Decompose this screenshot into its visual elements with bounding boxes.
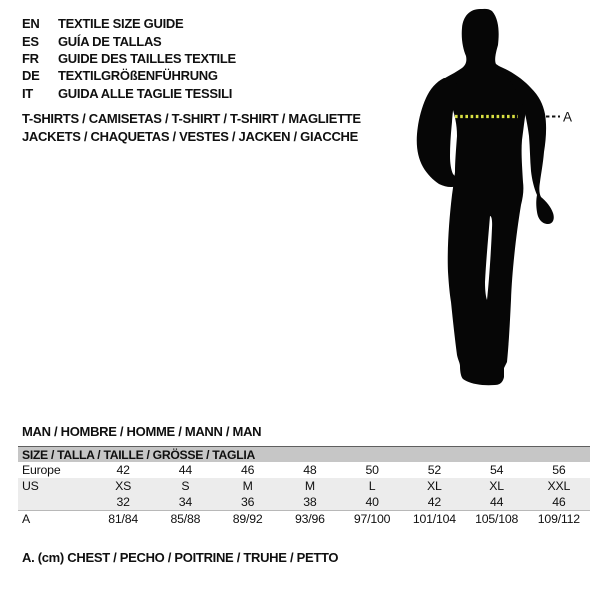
language-code: ES — [22, 33, 39, 49]
row-label: US — [22, 479, 39, 493]
cell: 101/104 — [412, 512, 456, 526]
language-label: TEXTILE SIZE GUIDE — [58, 16, 184, 32]
cell: 34 — [178, 495, 193, 509]
cell: XL — [489, 479, 504, 493]
cell: 89/92 — [232, 512, 263, 526]
language-code: FR — [22, 50, 39, 66]
cell: 32 — [116, 495, 130, 509]
language-row-es — [22, 32, 236, 49]
cell: 105/108 — [475, 512, 519, 526]
cell: L — [368, 479, 376, 493]
cell: XL — [427, 479, 442, 493]
language-label: GUIDA ALLE TAGLIE TESSILI — [58, 85, 233, 101]
silhouette-body — [442, 9, 528, 385]
size-table-header: SIZE / TALLA / TAILLE / GRÖSSE / TAGLIA — [18, 447, 590, 462]
cell: 97/100 — [353, 512, 391, 526]
section-title-man: MAN / HOMBRE / HOMME / MANN / MAN — [22, 424, 262, 439]
language-list — [22, 15, 236, 102]
cell: 50 — [365, 463, 379, 477]
cell: S — [181, 479, 190, 493]
cell: 48 — [303, 463, 317, 477]
cell: 109/112 — [537, 512, 580, 526]
row-label: Europe — [22, 463, 61, 477]
cell: M — [242, 479, 253, 493]
language-row-fr — [22, 50, 236, 67]
language-code: DE — [22, 68, 40, 84]
cell: M — [304, 479, 315, 493]
table-row-chest-cm — [18, 510, 590, 527]
language-row-en — [22, 15, 236, 32]
cell: 42 — [116, 463, 130, 477]
table-row-us-numeric — [18, 494, 590, 510]
cell: 44 — [489, 495, 504, 509]
cell: 93/96 — [294, 512, 325, 526]
cell: 40 — [365, 495, 379, 509]
measurement-a-label: A — [563, 109, 573, 125]
language-label: GUÍA DE TALLAS — [58, 33, 162, 49]
category-titles — [22, 109, 361, 145]
language-code: EN — [22, 16, 40, 32]
measurement-footnote: A. (cm) CHEST / PECHO / POITRINE / TRUHE / PETTO — [22, 550, 339, 565]
cell: 52 — [427, 463, 442, 477]
table-row-us — [18, 478, 590, 494]
category-line-tshirts: T-SHIRTS / CAMISETAS / T-SHIRT / T-SHIRT / MAGLIETTE — [22, 110, 361, 126]
cell: 36 — [240, 495, 255, 509]
cell: XXL — [547, 479, 571, 493]
size-table — [18, 446, 590, 527]
category-line-jackets: JACKETS / CHAQUETAS / VESTES / JACKEN / GIACCHE — [22, 128, 358, 144]
cell: 46 — [240, 463, 255, 477]
language-row-it — [22, 85, 236, 102]
silhouette-left-arm — [417, 78, 459, 187]
cell: 54 — [489, 463, 504, 477]
language-code: IT — [22, 85, 33, 101]
cell: 44 — [178, 463, 193, 477]
cell: 46 — [552, 495, 566, 509]
cell: 81/84 — [108, 512, 139, 526]
table-row-europe — [18, 462, 590, 478]
man-silhouette-figure — [400, 0, 600, 400]
row-label: A — [22, 512, 31, 526]
cell: 42 — [427, 495, 442, 509]
language-label: TEXTILGRÖßENFÜHRUNG — [58, 68, 218, 84]
language-row-de — [22, 67, 236, 84]
cell: XS — [115, 479, 132, 493]
language-label: GUIDE DES TAILLES TEXTILE — [58, 50, 236, 66]
cell: 56 — [552, 463, 566, 477]
cell: 38 — [303, 495, 317, 509]
cell: 85/88 — [170, 512, 201, 526]
